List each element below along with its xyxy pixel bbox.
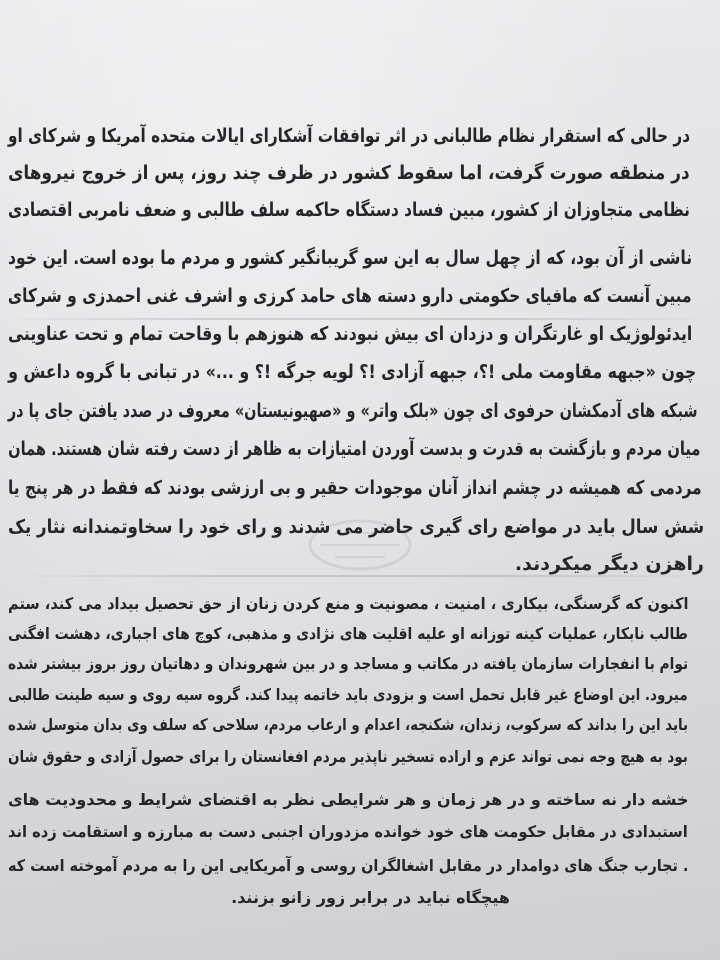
text-line: توام با انفجارات سازمان یافته در مکاتب و مساجد و در بین شهروندان و دهاتیان روز بروز بیشتر شده [7,654,688,673]
text-line: باید این را بداند که سرکوب، زندان، شکنجه، اعدام و ارعاب مردم، سلاحی که سلف وی بدان متوسل شده [7,715,688,734]
text-line: نظامی متجاوزان از کشور، مبین فساد دستگاه حاکمه سلف طالبی و ضعف نامربی اقتصادی [8,199,690,221]
text-line: میان مردم و بازگشت به قدرت و بدست آوردن امتیازات به ظاهر از دست رفته شان هستند. همان [7,438,700,460]
text-line: در منطقه صورت گرفت، اما سقوط کشور در ظرف چند روز، پس از خروج نیروهای [8,162,690,184]
text-line: طالب نابکار، عملیات کینه توزانه او علیه اقلیت های نژادی و مذهبی، کوچ های اجباری، دهشت افگنی [8,624,688,643]
text-line: مردمی که همیشه در چشم انداز آنان موجودات حقیر و بی ارزشی بودند که فقط در هر پنج یا [8,477,702,499]
text-line: . تجارب جنگ های دوامدار در مقابل اشغالگران روسی و آمریکایی این را به مردم آموخته است که [7,856,688,875]
text-line: خشه دار نه ساخته و در هر زمان و هر شرایطی نظر به اقتضای شرایط و محدودیت های [7,790,688,809]
text-line: شبکه های آدمکشان حرفوی ای چون «بلک واتر» و «صهیونیستان» معروف در صدد یافتن جای پا در [8,400,698,422]
text-line: چون «جبهه مقاومت ملی !؟، جبهه آزادی !؟ لویه جرگه !؟ و ...» در تبانی با گروه داعش و [7,361,696,383]
text-line: میرود. این اوضاع غیر قابل تحمل است و بزودی باید خاتمه پیدا کند. گروه سیه روی و سیه طینت طالبی [8,685,688,704]
text-line: مبین آنست که مافیای حکومتی دارو دسته های حامد کرزی و اشرف غنی احمدزی و شرکای [8,285,692,307]
text-line: ایدئولوژیک او غارتگران و دزدان ای بیش نبودند که هنوزهم با وقاحت تمام و تحت عناوینی [7,323,692,345]
text-line: بود به هیچ وجه نمی تواند عزم و اراده تسخیر ناپذیر مردم افغانستان را برای حصول آزادی و حقوق شان [8,747,688,766]
paper-fold-line [0,575,720,577]
text-line: راهزن دیگر میکردند. [514,553,704,575]
text-line: اکنون که گرسنگی، بیکاری ، امنیت ، مصونیت و منع کردن زنان از حق تحصیل بیداد می کند، ستم [7,594,688,613]
text-line: هیچگاه نباید در برابر زور زانو بزنند. [231,888,510,907]
text-line: شش سال باید در مواضع رای گیری حاضر می شدند و رای خود را سخاوتمندانه نثار یک [7,516,704,538]
text-line: ناشی از آن بود، که از چهل سال به این سو گریبانگیر کشور و مردم ما بوده است. این خود [7,247,692,269]
text-line: استبدادی در مقابل حکومت های خود خوانده مزدوران اجنبی دست به مبارزه و استقامت زده اند [8,822,688,841]
text-line: در حالی که استقرار نظام طالبانی در اثر توافقات آشکارای ایالات متحده آمریکا و شرکای او [7,125,690,147]
paper-fold-line [0,318,720,320]
